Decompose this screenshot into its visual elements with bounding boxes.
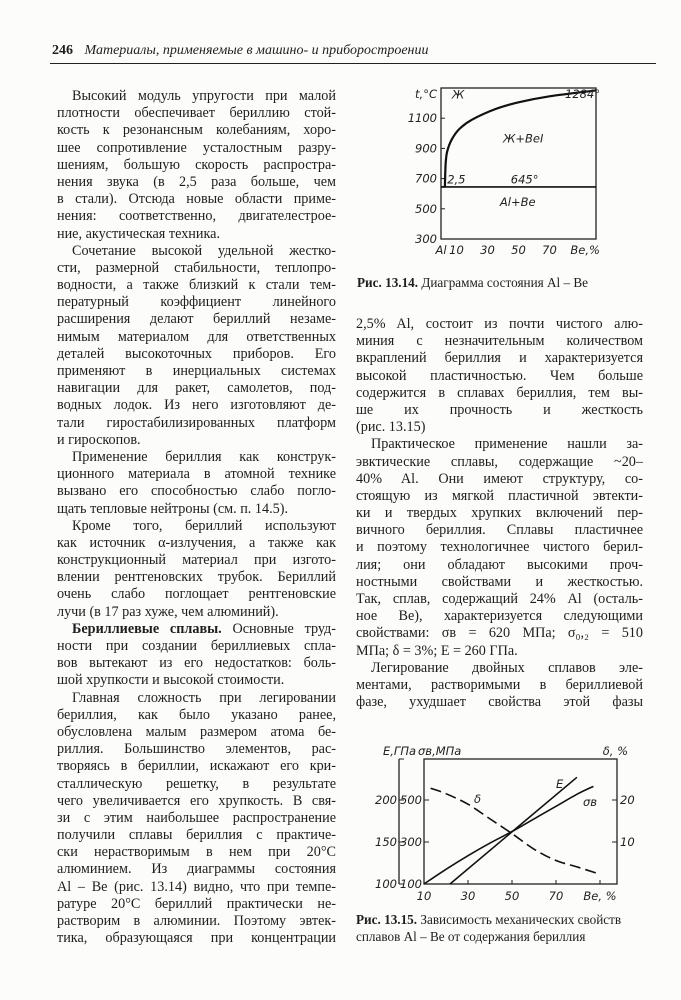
line-text: чего увеличивается его хрупкость. В свя- <box>57 792 336 809</box>
caption-text: Диаграмма состояния Al – Be <box>418 275 589 290</box>
line-text: риллия. Большинство элементов, рас- <box>57 741 336 758</box>
caption-label: Рис. 13.14. <box>357 275 419 290</box>
page-number: 246 <box>52 43 73 58</box>
line-text: вкраплений бериллия и характеризуется <box>356 350 643 367</box>
running-title: Материалы, применяемые в машино- и приборостроении <box>84 43 429 58</box>
y-axis-label: t,°C <box>415 87 437 101</box>
region-label: Ж <box>451 87 465 102</box>
delta-tick-label: 20 <box>620 793 635 807</box>
line-text: Высокий модуль упругости при малой <box>72 88 336 104</box>
line-text: пературный коэффициент линейного <box>57 294 336 311</box>
x-tick-label: 10 <box>449 243 464 257</box>
line-text: Основные труд- <box>221 620 336 637</box>
line-text: нения звука (в 2,5 раза больше, чем <box>57 173 336 190</box>
line-text: вичного бериллия. Сплавы пластичнее <box>356 522 643 539</box>
line-text: плотности обеспечивает бериллию стой- <box>57 105 336 122</box>
caption-text-line2: сплавов Al – Be от содержания бериллия <box>356 929 586 944</box>
line-text: (рис. 13.15) <box>356 419 426 436</box>
line-text: ратуре 20°С бериллий практически не- <box>57 895 336 912</box>
line-text: сталлическую решетку, в результате <box>57 775 336 792</box>
line-text: МПа; δ = 3%; E = 260 ГПа. <box>356 642 518 659</box>
line-text: получили сплавы бериллия с практиче- <box>57 827 336 844</box>
line-text: в стали). Отсюда новые области приме- <box>57 191 336 208</box>
x-tick-label: 70 <box>548 889 564 903</box>
line-text: миния с незначительным количеством <box>356 333 643 350</box>
line-text: Сочетание высокой удельной жестко- <box>72 242 336 259</box>
line-text: ски нерастворимым в нем при 20°С <box>57 844 336 861</box>
line-text: нения: соответственно, двигателестрое- <box>57 208 336 225</box>
line-text: шениям, большую скорость распростра- <box>57 156 336 173</box>
line-text: конструкционный материал при изгото- <box>57 552 336 569</box>
line-text: растворим в алюминии. Поэтому эвтек- <box>57 913 336 929</box>
line-text: ше их прочность и жесткость <box>356 401 643 418</box>
y-tick-label: 700 <box>415 171 437 186</box>
x-tick-label: 30 <box>460 889 476 903</box>
region-label: Al+Be <box>499 194 536 209</box>
figure-13-15-caption <box>356 911 621 945</box>
x-tick-label: Al <box>435 243 447 257</box>
line-text: 40% Al. Они имеют структуру, со- <box>356 470 643 487</box>
series-label-delta: δ <box>474 792 482 806</box>
line-text: вов вытекают из его недостатков: боль- <box>57 655 336 672</box>
y-tick-label: 1100 <box>407 111 437 126</box>
x-tick-label: 70 <box>542 243 557 257</box>
line-text: Практическое применение нашли за- <box>371 436 643 453</box>
line-text: ционного материала в атомной технике <box>57 466 336 483</box>
line-text: водных лодок. Из него изготовляют де- <box>57 397 336 414</box>
x-tick-label: 50 <box>504 889 520 903</box>
x-tick-label: 50 <box>511 243 526 257</box>
delta-axis-title: δ, % <box>602 744 628 758</box>
line-text: кость к резонансным колебаниям, хоро- <box>57 122 336 139</box>
line-text: бериллия, как было указано ранее, <box>57 706 336 723</box>
line-text: высокой пластичностью. Чем больше <box>356 367 643 384</box>
line-text: водности, а также близкий к стали тем- <box>57 277 336 294</box>
line-text: тали гиростабилизированных платформ <box>57 414 336 431</box>
line-text: ментами, растворимыми в бериллиевой <box>356 676 643 693</box>
x-tick-label: 10 <box>416 889 432 903</box>
y-tick-label: 500 <box>415 201 437 216</box>
line-text: стоящую из мягкой пластичной эвтекти- <box>356 487 643 504</box>
line-text: нимым материалом для ответственных <box>57 328 336 345</box>
x-tick-label: 30 <box>480 243 495 257</box>
x-tick-label: Be,% <box>570 243 600 257</box>
line-text: деталей высокоточных приборов. Его <box>57 345 336 362</box>
line-text: фазе, ухудшает свойства этой фазы <box>356 694 643 711</box>
line-text: алюминием. Из диаграммы состояния <box>57 861 336 878</box>
line-text: тика, образующаяся при концентрации <box>57 930 336 947</box>
figure-13-14-caption <box>357 274 588 291</box>
sigma-axis-title: σв,МПа <box>418 744 462 758</box>
line-text: Так, сплав, содержащий 24% Al (осталь- <box>356 591 643 607</box>
line-text: ности при создании бериллиевых спла- <box>57 638 336 654</box>
E-axis-title: E,ГПа <box>383 744 417 758</box>
line-text: ностными свойствами и жесткостью. <box>356 573 643 590</box>
E-tick-label: 150 <box>375 835 397 849</box>
region-label: 2,5 <box>447 172 466 187</box>
line-text: творяясь в бериллии, искажают его кри- <box>57 758 336 775</box>
E-tick-label: 200 <box>375 793 397 807</box>
line-text: 2,5% Al, состоит из почти чистого алю- <box>356 316 643 332</box>
line-text: Al – Be (рис. 13.14) видно, что при темпе- <box>57 878 336 895</box>
line-text: применяют в инерциальных системах <box>57 363 336 379</box>
line-text: навигации для ракет, самолетов, под- <box>57 380 336 397</box>
y-tick-label: 900 <box>415 141 437 156</box>
sigma-tick-label: 100 <box>400 877 422 891</box>
line-text: как источник α-излучения, а также как <box>57 534 336 551</box>
line-text: ки и твердых хрупких включений пер- <box>356 505 643 522</box>
line-text: вызвано его способностью слабо погло- <box>57 483 336 500</box>
line-text: Главная сложность при легировании <box>72 689 336 706</box>
line-text: щать тепловые нейтроны (см. п. 14.5). <box>57 500 289 517</box>
delta-tick-label: 10 <box>620 835 635 849</box>
region-label: 645° <box>510 172 539 187</box>
caption-text: Зависимость механических свойств <box>417 912 622 927</box>
sigma-tick-label: 500 <box>400 793 422 807</box>
line-text: и гироскопов. <box>57 431 141 448</box>
line-text: сти, размерной стабильности, теплопро- <box>57 259 336 276</box>
line-text: шой хрупкости и высокой стоимости. <box>57 672 285 689</box>
caption-label: Рис. 13.15. <box>356 912 418 927</box>
line-text: лия; они обладают высокими проч- <box>356 556 643 573</box>
E-tick-label: 100 <box>375 877 397 891</box>
series-label-sigma: σв <box>583 795 598 809</box>
series-line-E <box>450 777 577 884</box>
line-text: влении рентгеновских трубок. Бериллий <box>57 569 336 586</box>
line-text: ное Be), характеризуется следующими <box>356 608 643 625</box>
line-text: эвктические сплавы, содержащие ~20– <box>356 453 643 470</box>
region-label: 1284° <box>565 86 601 101</box>
line-text: обусловлена малым размером атома бе- <box>57 723 336 740</box>
run-in-heading: Бериллиевые сплавы. <box>72 620 222 637</box>
line-text: Кроме того, бериллий используют <box>72 517 336 534</box>
line-text: лучи (в 17 раз хуже, чем алюминий). <box>57 603 279 620</box>
line-text: и поэтому технологичнее чистого берил- <box>356 539 643 556</box>
sigma-tick-label: 300 <box>400 835 422 849</box>
line-text: свойствами: σв = 620 МПа; σ₀,₂ = 510 <box>356 625 643 642</box>
line-text: очень слабо поглощает рентгеновские <box>57 586 336 603</box>
line-text: Применение бериллия как конструк- <box>72 448 336 465</box>
region-label: Ж+BeI <box>503 131 544 146</box>
line-text: зи с этим наибольшее распространение <box>57 809 336 826</box>
line-text: содержится в сплавах бериллия, тем вы- <box>356 384 643 401</box>
series-label-E: E <box>556 777 564 791</box>
line-text: расширения делают бериллий незаме- <box>57 311 336 328</box>
line-text: Легирование двойных сплавов эле- <box>371 659 643 676</box>
series-line-delta <box>431 788 599 874</box>
y-tick-label: 300 <box>415 232 437 246</box>
line-text: шее сопротивление усталостным разру- <box>57 139 336 156</box>
line-text: ние, акустическая техника. <box>57 225 220 242</box>
x-tick-label: Be, % <box>583 889 617 903</box>
